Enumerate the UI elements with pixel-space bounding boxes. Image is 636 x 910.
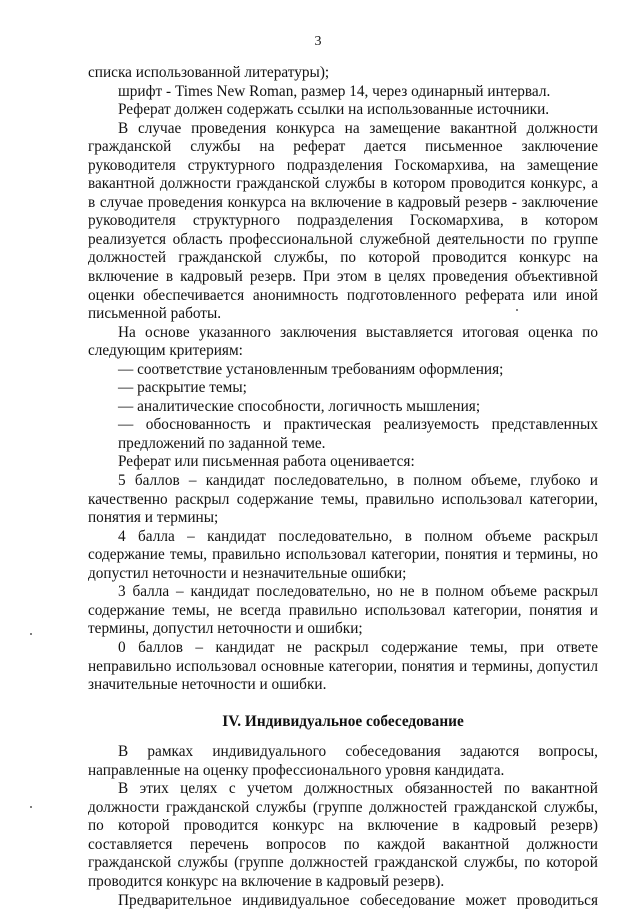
text-line: Реферат или письменная работа оценивается: [118,453,415,471]
text-line: вакантной должности гражданской службы в котором проводится конкурс, а [88,175,598,193]
text-line: 0 баллов – кандидат не раскрыл содержание темы, при ответе [118,638,598,656]
text-line: Реферат должен содержать ссылки на использованные источники. [118,101,550,119]
scan-speck [30,806,32,808]
text-line: письменной работы. [88,305,222,323]
section-heading: IV. Индивидуальное собеседование [222,712,464,730]
text-line: 4 балла – кандидат последовательно, в полном объеме раскрыл [118,527,598,545]
text-line: руководителя структурного подразделения Госкомархива, в котором [88,212,598,230]
list-item: — соответствие установленным требованиям оформления; [118,360,504,378]
text-line: В этих целях с учетом должностных обязанностей по вакантной [118,780,598,798]
text-line: термины, допустил неточности и ошибки; [88,620,363,638]
list-item: предложений по заданной теме. [118,434,326,452]
document-body [88,64,598,910]
text-line: На основе указанного заключения выставляется итоговая оценка по [118,323,598,341]
text-line: гражданской службы (группе должностей гражданской службы, по которой [88,854,598,872]
text-line: значительные неточности и ошибки. [88,676,327,694]
text-line: 5 баллов – кандидат последовательно, в полном объеме, глубоко и [118,472,598,490]
list-item: — аналитические способности, логичность мышления; [118,397,481,415]
text-line: качественно раскрыл содержание темы, правильно использовал категории, [88,490,598,508]
text-line: составляется перечень вопросов по каждой вакантной должности [88,835,598,853]
text-line: проводится конкурс на включение в кадровый резерв). [88,872,445,890]
text-line: содержание темы, не всегда правильно использовал категории, понятия и [88,601,598,619]
text-line: следующим критериям: [88,342,243,360]
list-item: — раскрытие темы; [118,379,247,397]
text-line: В рамках индивидуального собеседования задаются вопросы, [118,743,598,761]
page-number: 3 [314,34,322,49]
scan-speck [30,633,32,635]
text-line: В случае проведения конкурса на замещение вакантной должности [118,119,598,137]
text-line: списка использованной литературы); [88,64,330,81]
text-line: содержание темы, правильно использовал категории, понятия и термины, но [88,546,598,564]
text-line: реализуется область профессиональной служебной деятельности по группе [88,230,598,248]
list-item: — обоснованность и практическая реализуемость представленных [118,416,598,434]
text-line: оценки обеспечивается анонимность подготовленного реферата или иной [88,286,598,304]
text-line: должности гражданской службы (группе должностей гражданской службы, [88,798,598,816]
text-line: в случае проведения конкурса на включение в кадровый резерв - заключение [88,193,598,211]
text-line: шрифт - Times New Roman, размер 14, через одинарный интервал. [118,82,551,100]
text-line: направленные на оценку профессионального уровня кандидата. [88,761,505,779]
text-line: понятия и термины; [88,509,219,527]
text-line: допустил неточности и незначительные ошибки; [88,564,407,582]
text-line: 3 балла – кандидат последовательно, но не в полном объеме раскрыл [118,583,598,601]
text-line: руководителя структурного подразделения Госкомархива, на замещение [88,156,598,174]
text-line: включение в кадровый резерв. При этом в целях проведения объективной [88,268,598,286]
text-line: неправильно использовал основные категории, понятия и термины, допустил [88,657,598,675]
text-line: по которой проводится конкурс на включение в кадровый резерв) [88,817,598,835]
text-line: гражданской службы на реферат дается письменное заключение [88,138,598,156]
text-line: Предварительное индивидуальное собеседование может проводиться [118,891,598,909]
text-line: должностей гражданской службы, по которой проводится конкурс на [88,249,598,267]
scan-speck [516,309,518,311]
